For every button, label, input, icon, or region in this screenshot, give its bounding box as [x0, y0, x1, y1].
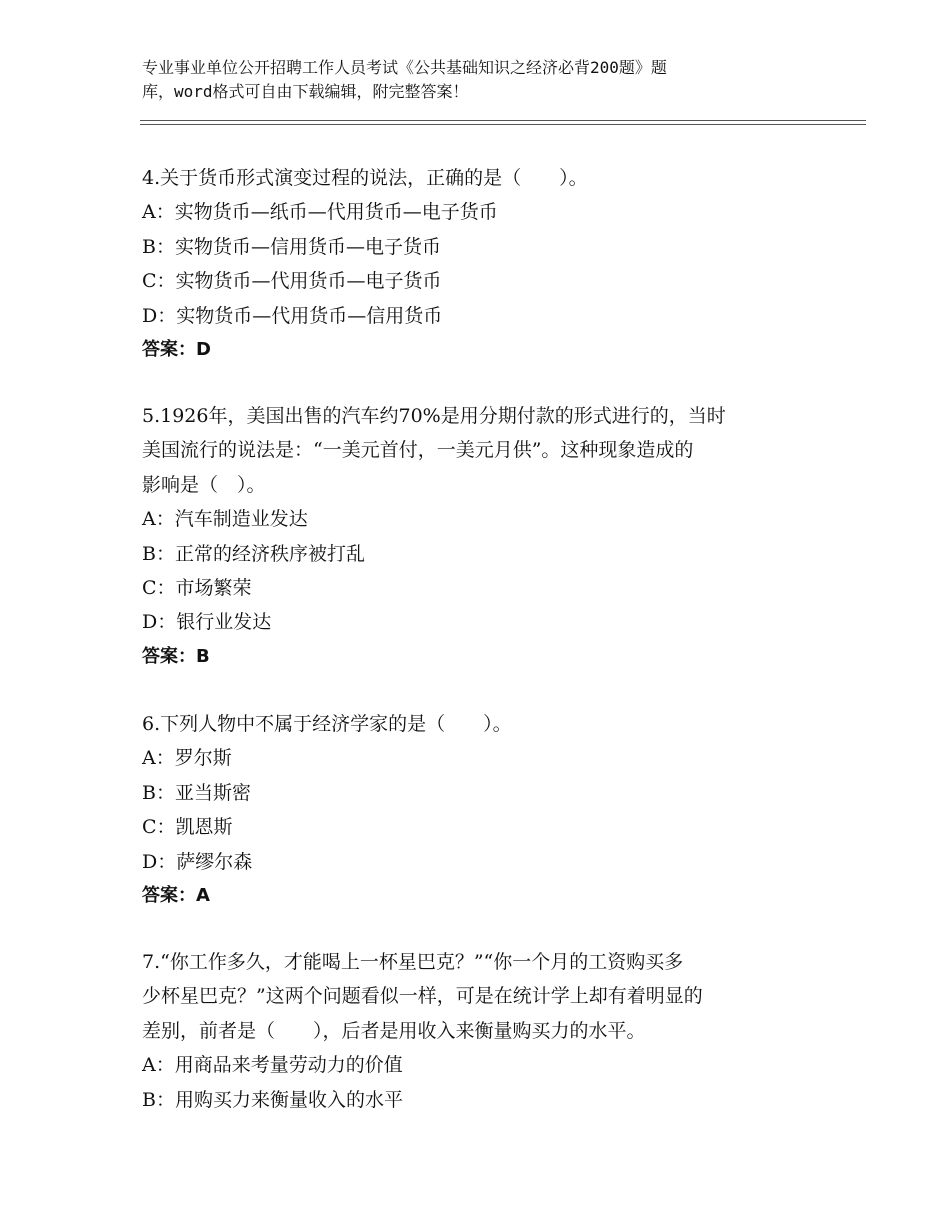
option-b: B：用购买力来衡量收入的水平: [142, 1088, 403, 1111]
question-stem-line-3: 影响是（ ）。: [142, 473, 266, 496]
option-b: B：正常的经济秩序被打乱: [142, 542, 365, 565]
header-divider-bottom: [140, 124, 866, 125]
question-stem-line-2: 美国流行的说法是：“一美元首付，一美元月供”。这种现象造成的: [142, 439, 694, 462]
option-d: D：实物货币—代用货币—信用货币: [142, 304, 443, 327]
option-b: B：实物货币—信用货币—电子货币: [142, 235, 441, 258]
option-d: D：萨缪尔森: [142, 850, 253, 873]
question-4: [142, 161, 802, 367]
header-divider-top: [140, 120, 866, 121]
question-stem-line-1: 7.“你工作多久，才能喝上一杯星巴克？”“你一个月的工资购买多: [142, 951, 684, 973]
question-stem-line-1: 5.1926年，美国出售的汽车约70%是用分期付款的形式进行的，当时: [142, 405, 726, 427]
option-b: B：亚当斯密: [142, 781, 251, 804]
option-a: A：汽车制造业发达: [142, 508, 308, 531]
header-title-line-1: 专业事业单位公开招聘工作人员考试《公共基础知识之经济必背200题》题: [142, 58, 667, 77]
option-a: A：用商品来考量劳动力的价值: [142, 1054, 403, 1077]
question-stem-line-3: 差别，前者是（ ），后者是用收入来衡量购买力的水平。: [142, 1019, 646, 1042]
question-stem: 6.下列人物中不属于经济学家的是（ ）。: [142, 713, 512, 735]
option-c: C：实物货币—代用货币—电子货币: [142, 270, 442, 293]
document-header: [142, 56, 802, 104]
option-a: A：罗尔斯: [142, 747, 232, 770]
option-c: C：凯恩斯: [142, 816, 233, 839]
question-6: [142, 707, 802, 913]
answer-label: 答案：D: [142, 338, 211, 360]
option-c: C：市场繁荣: [142, 576, 252, 599]
question-stem: 4.关于货币形式演变过程的说法，正确的是（ ）。: [142, 167, 588, 189]
question-7: [142, 945, 802, 1117]
question-5: [142, 399, 802, 674]
answer-label: 答案：A: [142, 884, 210, 906]
answer-label: 答案：B: [142, 645, 210, 667]
question-stem-line-2: 少杯星巴克？”这两个问题看似一样，可是在统计学上却有着明显的: [142, 985, 703, 1008]
header-title-line-2: 库，word格式可自由下载编辑，附完整答案！: [142, 82, 469, 101]
option-d: D：银行业发达: [142, 611, 272, 634]
option-a: A：实物货币—纸币—代用货币—电子货币: [142, 201, 498, 224]
